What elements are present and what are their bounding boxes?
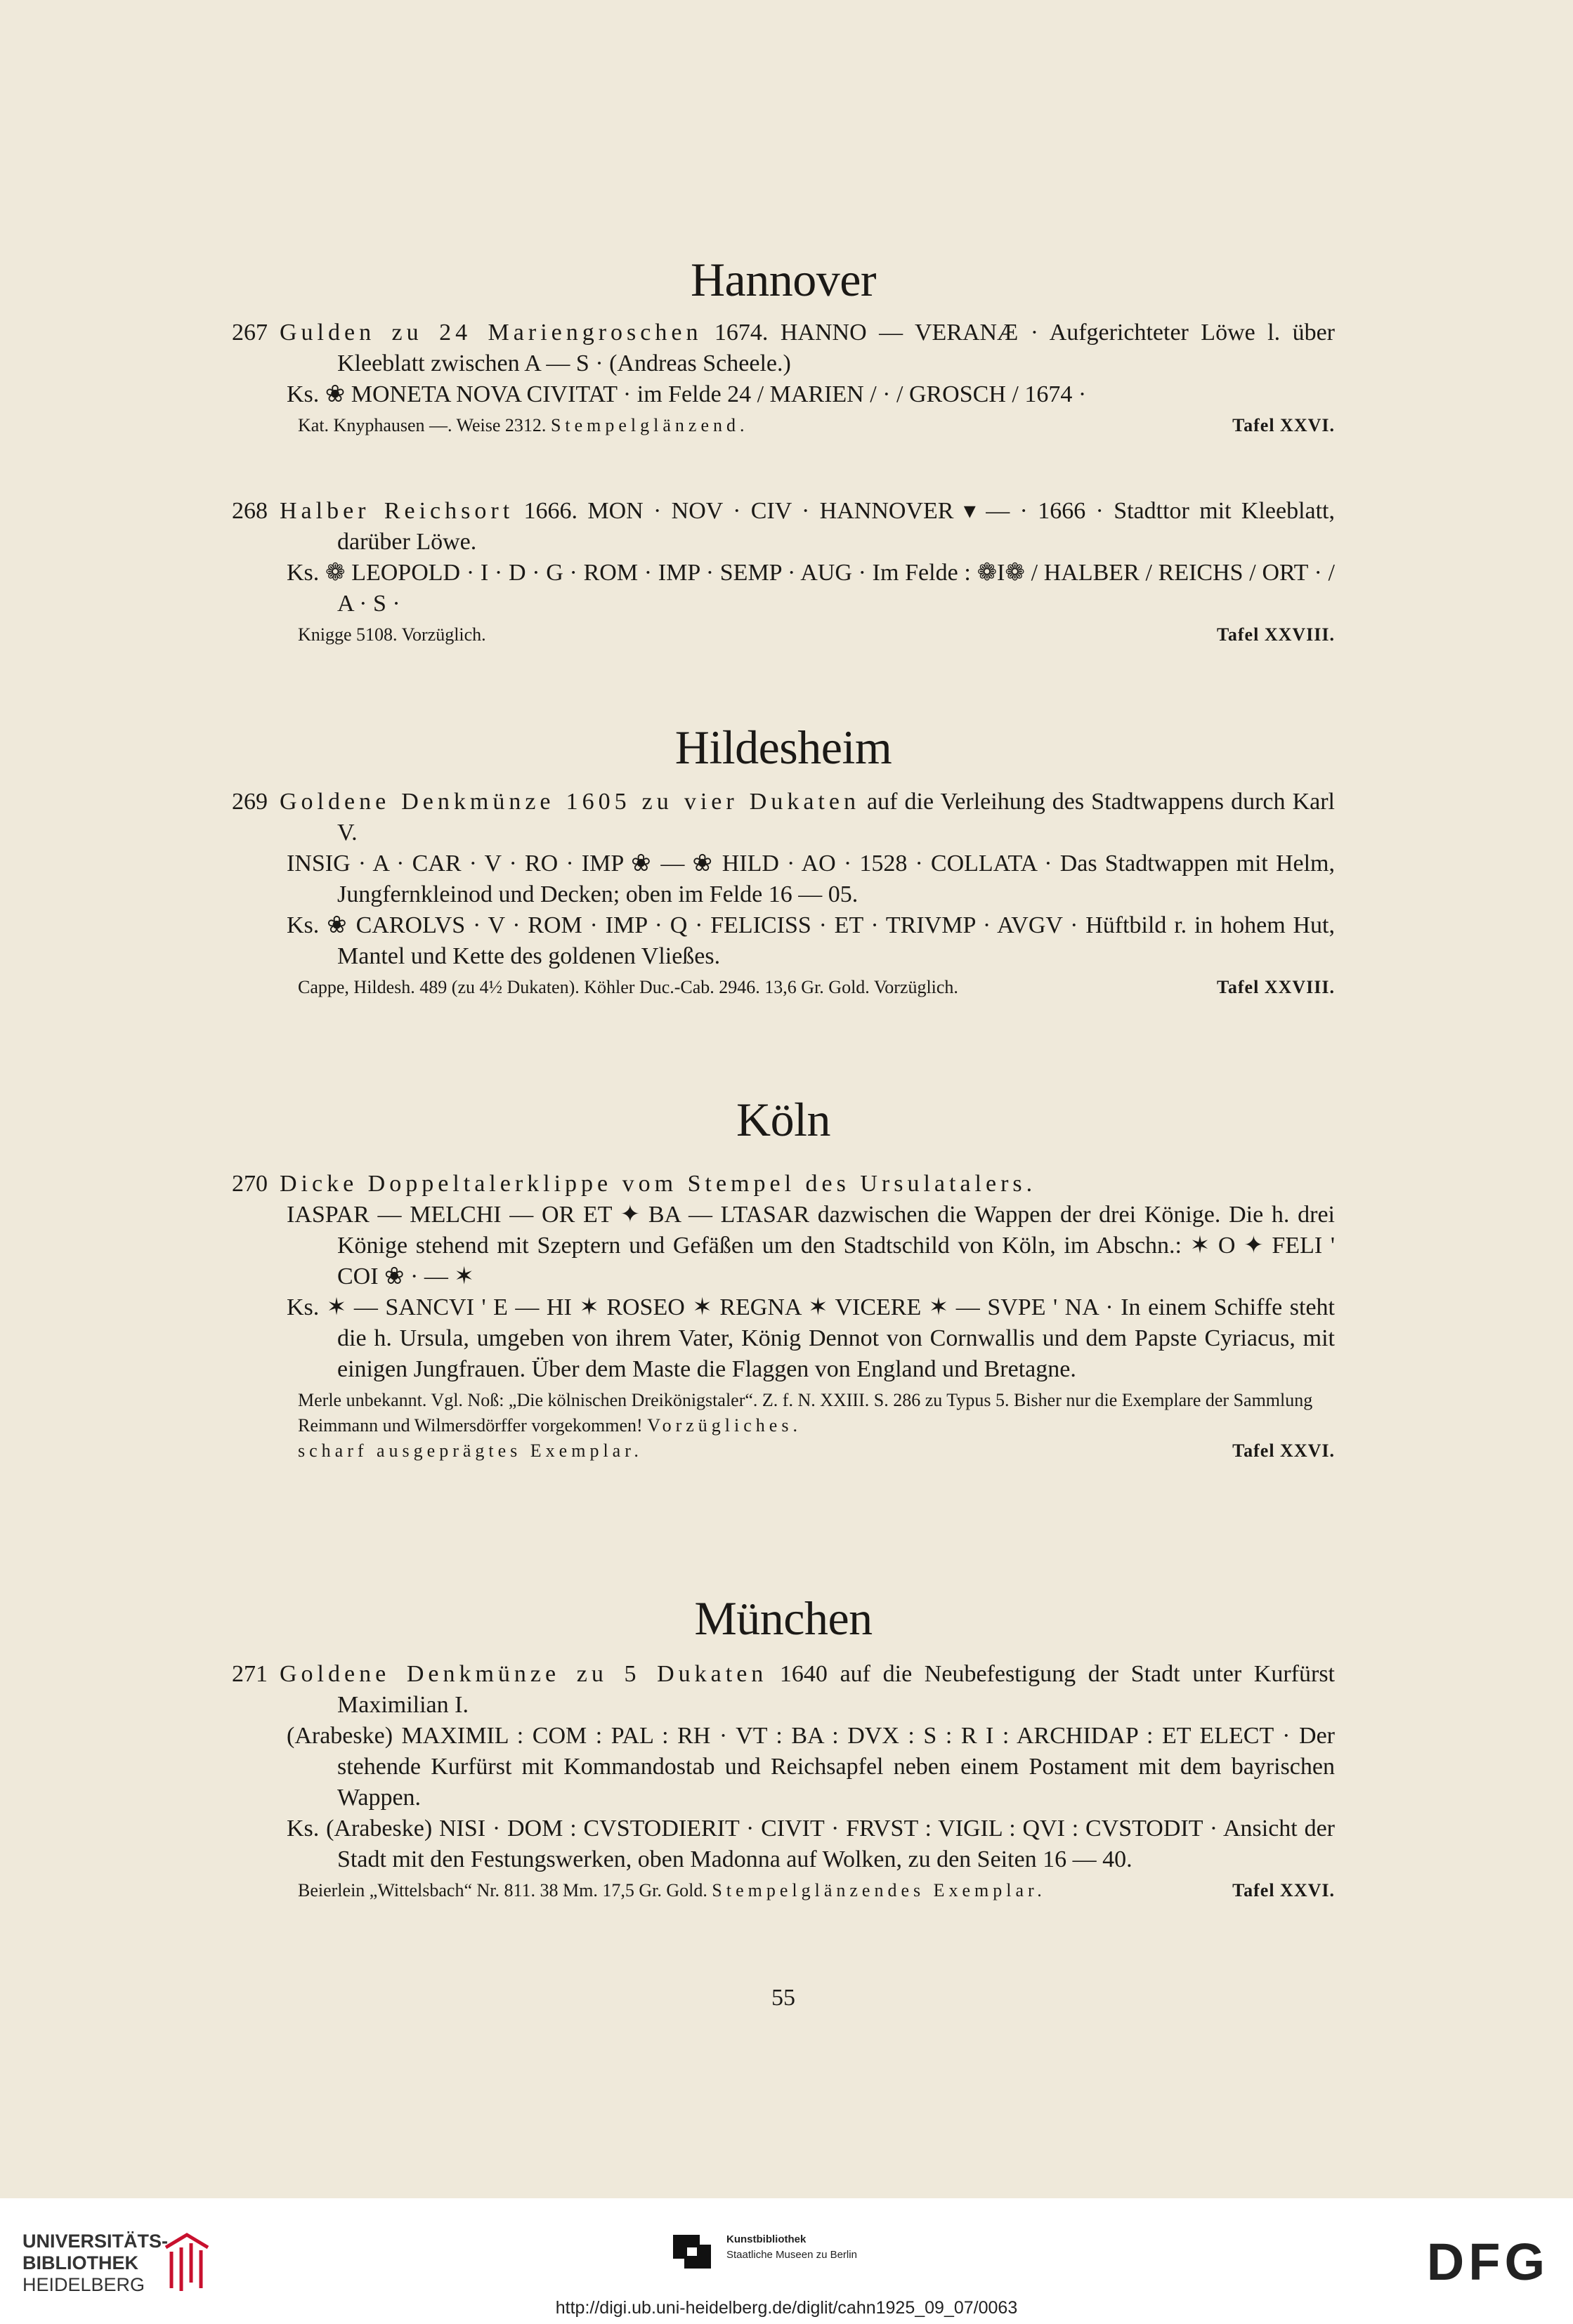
lot-title: Gulden zu 24 Mariengroschen (280, 320, 703, 346)
lot-269 (232, 787, 1335, 1000)
lot-literature (232, 622, 1335, 648)
lot-obverse: INSIG · A · CAR · V · RO · IMP ❀ — ❀ HILD · AO · 1528 · COLLATA · Das Stadtwappen mit Helm, Jungfernkleinod und Decken; oben im Felde 16 — 05. (287, 851, 1335, 907)
lot-head (232, 496, 1335, 558)
section-heading-hannover: Hannover (690, 253, 877, 306)
lot-reverse: Ks. ❀ MONETA NOVA CIVITAT · im Felde 24 / MARIEN / · / GROSCH / 1674 · (287, 381, 1087, 407)
lot-references: Beierlein „Wittelsbach“ Nr. 811. 38 Mm. 17,5 Gr. Gold. (298, 1880, 707, 1900)
page-number: 55 (771, 1985, 795, 2011)
lot-plate: Tafel XXVIII. (1216, 624, 1335, 645)
lot-literature (232, 975, 1335, 1000)
lot-plate: Tafel XXVI. (1232, 1440, 1335, 1461)
lot-number: 269 (232, 789, 268, 815)
uni-logo-line1: UNIVERSITÄTS- (22, 2231, 169, 2252)
uni-logo-line3: HEIDELBERG (22, 2274, 145, 2295)
lot-description: 1674. HANNO — VERANÆ · Aufgerichteter Löwe l. über Kleeblatt zwischen A — S · (Andreas Scheele.) (337, 320, 1335, 376)
permalink-url[interactable]: http://digi.ub.uni-heidelberg.de/diglit/cahn1925_09_07/0063 (555, 2298, 1018, 2318)
lot-title: Halber Reichsort (280, 498, 514, 524)
lot-description: 1640 auf die Neubefestigung der Stadt unter Kurfürst Maximilian I. (337, 1661, 1335, 1718)
lot-head (232, 1169, 1335, 1200)
lot-number: 270 (232, 1171, 268, 1197)
lot-title: Dicke Doppeltalerklippe vom Stempel des Ursulatalers. (280, 1171, 1037, 1197)
lot-head (232, 317, 1335, 379)
lot-description: auf die Verleihung des Stadtwappens durch Karl V. (337, 789, 1335, 846)
lot-description: 1666. MON · NOV · CIV · HANNOVER ▾ — · 1666 · Stadttor mit Kleeblatt, darüber Löwe. (337, 498, 1335, 555)
lot-267 (232, 317, 1335, 438)
section-heading-koeln: Köln (736, 1093, 830, 1146)
lot-references: Cappe, Hildesh. 489 (zu 4½ Dukaten). Köhler Duc.-Cab. 2946. 13,6 Gr. Gold. Vorzüglich. (298, 977, 958, 997)
digitization-footer (0, 2198, 1573, 2324)
lot-number: 267 (232, 320, 268, 346)
lot-references: Knigge 5108. Vorzüglich. (298, 624, 486, 645)
lot-reverse: Ks. ❀ CAROLVS · V · ROM · IMP · Q · FELICISS · ET · TRIVMP · AVGV · Hüftbild r. in hohem Hut, Mantel und Kette des goldenen Vließes. (287, 912, 1335, 969)
dfg-logo[interactable]: DFG (1426, 2233, 1549, 2291)
lot-plate: Tafel XXVI. (1232, 1880, 1335, 1900)
lot-plate: Tafel XXVIII. (1216, 977, 1335, 997)
lot-268 (232, 496, 1335, 648)
lot-reverse: Ks. (Arabeske) NISI · DOM : CVSTODIERIT · CIVIT · FRVST : VIGIL : QVI : CVSTODIT · Ansicht der Stadt mit den Festungswerken, oben Madonna auf Wolken, zu den Seiten 16 — 40. (287, 1816, 1335, 1872)
kunstbibliothek-logo[interactable] (667, 2229, 857, 2274)
lot-head (232, 1659, 1335, 1721)
lot-head (232, 787, 1335, 848)
university-library-logo[interactable] (22, 2231, 168, 2296)
lot-literature (232, 413, 1335, 438)
uni-logo-line2: BIBLIOTHEK (22, 2252, 138, 2273)
lot-obverse: (Arabeske) MAXIMIL : COM : PAL : RH · VT : BA : DVX : S : R I : ARCHIDAP : ET ELECT · Der stehende Kurfürst mit Kommandostab und Reichsapfel neben einem Postament mit dem bayrischen Wappen. (287, 1723, 1335, 1811)
lot-references: Merle unbekannt. Vgl. Noß: „Die kölnischen Dreikönigstaler“. Z. f. N. XXIII. S. 286 zu Typus 5. Bisher nur die Exemplare der Sammlung Reimmann und Wilmersdörffer vorgekommen! (298, 1390, 1313, 1436)
lot-title: Goldene Denkmünze zu 5 Dukaten (280, 1661, 768, 1687)
lot-literature (232, 1878, 1335, 1903)
kunstbibliothek-title: Kunstbibliothek (726, 2233, 807, 2245)
section-heading-hildesheim: Hildesheim (674, 721, 892, 774)
lot-plate: Tafel XXVI. (1232, 415, 1335, 435)
lot-number: 271 (232, 1661, 268, 1687)
kunstbibliothek-subtitle: Staatliche Museen zu Berlin (726, 2249, 857, 2261)
lot-title: Goldene Denkmünze 1605 zu vier Dukaten (280, 789, 860, 815)
university-library-mark-icon (159, 2226, 215, 2297)
section-heading-muenchen: München (694, 1591, 873, 1645)
lot-condition: Vorzügliches. (647, 1415, 802, 1436)
lot-condition: Stempelglänzendes Exemplar. (712, 1880, 1046, 1900)
lot-condition: Stempelglänzend. (550, 415, 749, 435)
lot-271 (232, 1659, 1335, 1903)
kunstbibliothek-mark-icon (667, 2229, 717, 2274)
lot-reverse: Ks. ❁ LEOPOLD · I · D · G · ROM · IMP · SEMP · AUG · Im Felde : ❁I❁ / HALBER / REICHS / ORT · / A · S · (287, 560, 1335, 617)
lot-270 (232, 1169, 1335, 1464)
lot-number: 268 (232, 498, 268, 524)
lot-condition-2: scharf ausgeprägtes Exemplar. (298, 1440, 643, 1461)
lot-references: Kat. Knyphausen —. Weise 2312. (298, 415, 547, 435)
lot-literature (232, 1388, 1335, 1464)
lot-reverse: Ks. ✶ — SANCVI ' E — HI ✶ ROSEO ✶ REGNA ✶ VICERE ✶ — SVPE ' NA · In einem Schiffe steht die h. Ursula, umgeben von ihrem Vater, König Dennot von Cornwallis und dem Papste Cyriacus, mit einigen Jungfrauen. Über dem Maste die Flaggen von England und Bretagne. (287, 1294, 1335, 1382)
lot-obverse: IASPAR — MELCHI — OR ET ✦ BA — LTASAR dazwischen die Wappen der drei Könige. Die h. drei Könige stehend mit Szeptern und Gefäßen um den Stadtschild von Köln, im Abschn.: ✶ O ✦ FELI ' COI ❀ · — ✶ (287, 1202, 1335, 1289)
